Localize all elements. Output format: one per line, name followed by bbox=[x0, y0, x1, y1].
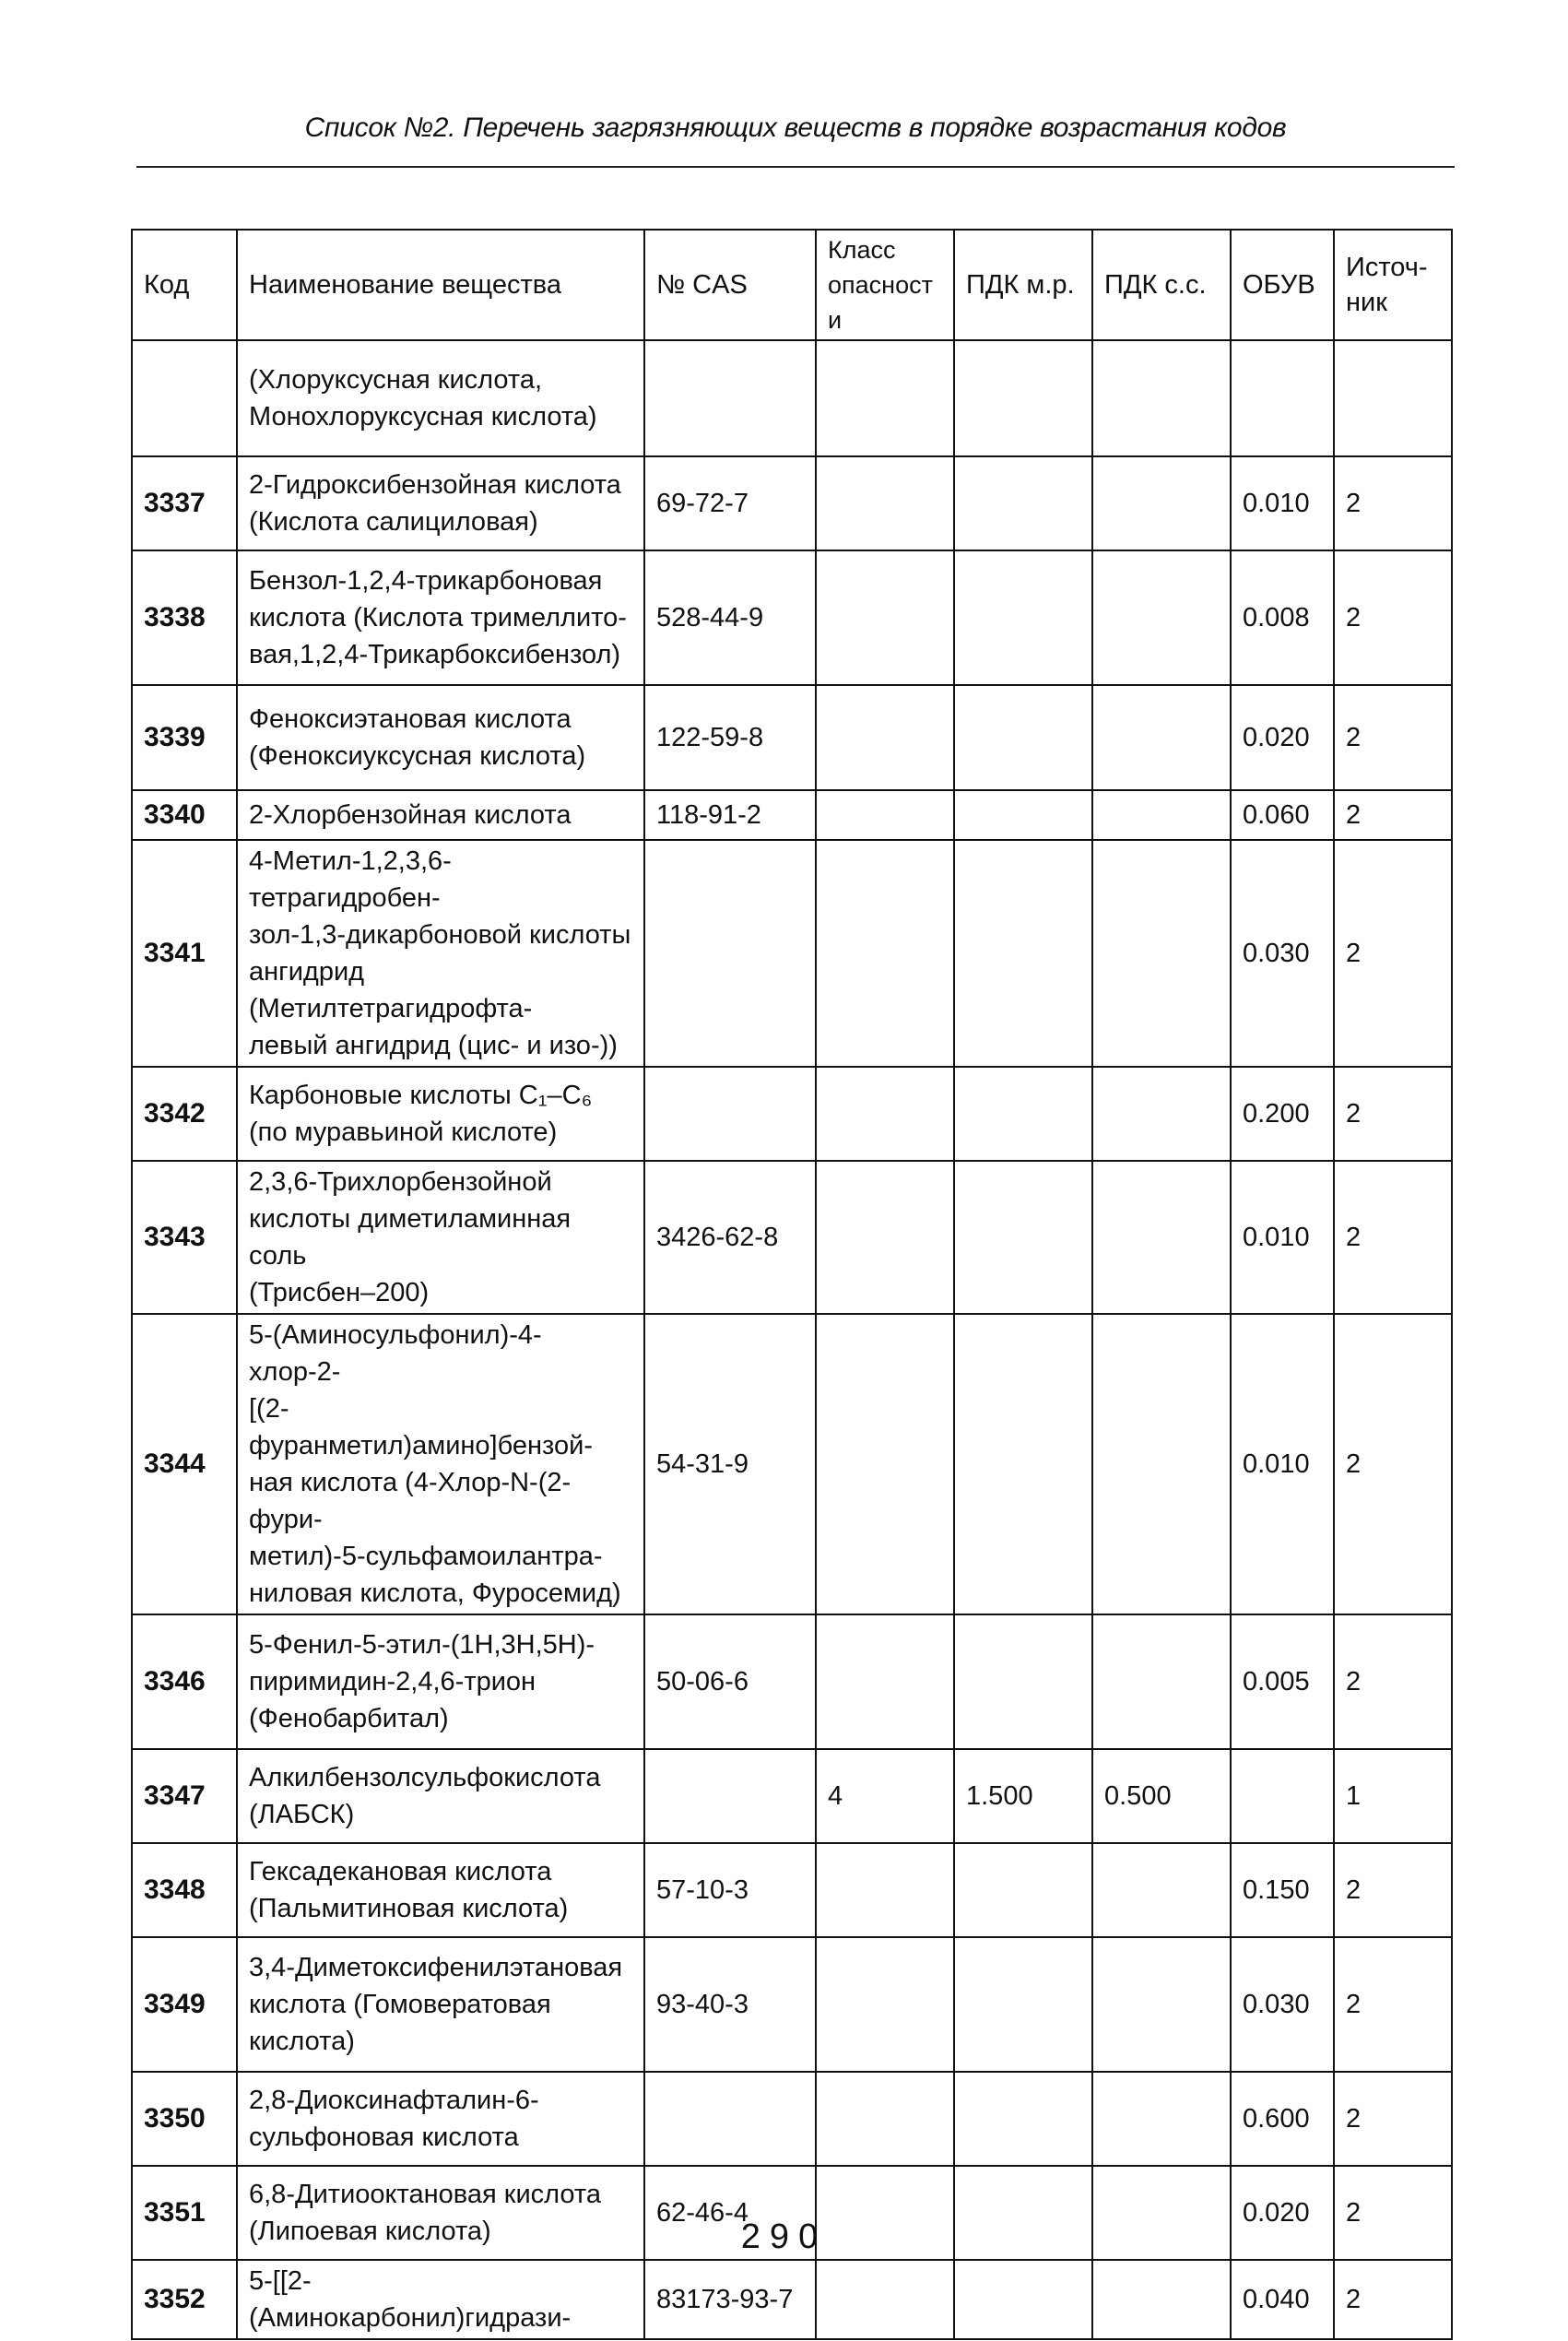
table-row bbox=[132, 685, 1452, 790]
cell-name bbox=[237, 1161, 644, 1314]
table-row bbox=[132, 1749, 1452, 1843]
col-name-header: Наименование вещества bbox=[237, 230, 644, 340]
cell-hazard bbox=[816, 1314, 954, 1614]
cell-cas: 50-06-6 bbox=[644, 1614, 816, 1749]
cell-hazard bbox=[816, 1161, 954, 1314]
cell-pdk-mr bbox=[954, 2072, 1092, 2166]
cell-pdk-ss bbox=[1092, 1067, 1231, 1161]
col-code-header: Код bbox=[132, 230, 237, 340]
cell-code: 3351 bbox=[132, 2166, 237, 2260]
cell-obuv bbox=[1231, 1749, 1334, 1843]
cell-code: 3348 bbox=[132, 1843, 237, 1937]
cell-obuv: 0.030 bbox=[1231, 840, 1334, 1067]
cell-obuv: 0.010 bbox=[1231, 1161, 1334, 1314]
cell-code: 3339 bbox=[132, 685, 237, 790]
cell-code: 3338 bbox=[132, 550, 237, 685]
cell-name-line: 5-(Аминосульфонил)-4-хлор-2- bbox=[249, 1320, 542, 1387]
cell-cas: 3426-62-8 bbox=[644, 1161, 816, 1314]
cell-code: 3341 bbox=[132, 840, 237, 1067]
cell-hazard bbox=[816, 1067, 954, 1161]
cell-obuv: 0.150 bbox=[1231, 1843, 1334, 1937]
table-row bbox=[132, 790, 1452, 840]
cell-pdk-mr bbox=[954, 685, 1092, 790]
cell-name-line: 2,8-Диоксинафталин-6- bbox=[249, 2086, 539, 2115]
cell-name-line: 6,8-Дитиооктановая кислота bbox=[249, 2180, 601, 2209]
cell-hazard bbox=[816, 1614, 954, 1749]
cell-pdk-mr: 1.500 bbox=[954, 1749, 1092, 1843]
cell-name bbox=[237, 1067, 644, 1161]
cell-pdk-mr bbox=[954, 790, 1092, 840]
cell-name bbox=[237, 1614, 644, 1749]
cell-obuv: 0.060 bbox=[1231, 790, 1334, 840]
cell-obuv: 0.008 bbox=[1231, 550, 1334, 685]
cell-code: 3342 bbox=[132, 1067, 237, 1161]
cell-source: 2 bbox=[1334, 1161, 1452, 1314]
cell-obuv: 0.030 bbox=[1231, 1937, 1334, 2072]
cell-code bbox=[132, 340, 237, 456]
cell-code: 3349 bbox=[132, 1937, 237, 2072]
cell-source: 2 bbox=[1334, 456, 1452, 550]
col-source-header-line2: ник bbox=[1346, 288, 1387, 317]
table-row bbox=[132, 1937, 1452, 2072]
table-row bbox=[132, 1067, 1452, 1161]
cell-name-line: кислота) bbox=[249, 2027, 355, 2056]
cell-name-line: Гексадекановая кислота bbox=[249, 1857, 552, 1886]
cell-name-line: зол-1,3-дикарбоновой кислоты bbox=[249, 920, 631, 950]
cell-source: 2 bbox=[1334, 790, 1452, 840]
cell-name-line: кислота (Кислота тримеллито- bbox=[249, 603, 627, 633]
table-row bbox=[132, 340, 1452, 456]
cell-hazard bbox=[816, 456, 954, 550]
cell-pdk-mr bbox=[954, 550, 1092, 685]
cell-obuv bbox=[1231, 340, 1334, 456]
cell-name-line: (по муравьиной кислоте) bbox=[249, 1117, 558, 1147]
cell-hazard: 4 bbox=[816, 1749, 954, 1843]
cell-obuv: 0.020 bbox=[1231, 685, 1334, 790]
cell-pdk-ss bbox=[1092, 456, 1231, 550]
cell-pdk-mr bbox=[954, 1614, 1092, 1749]
cell-name-line: (Пальмитиновая кислота) bbox=[249, 1894, 569, 1923]
table-body bbox=[132, 340, 1452, 2339]
cell-pdk-mr bbox=[954, 1937, 1092, 2072]
cell-cas: 118-91-2 bbox=[644, 790, 816, 840]
col-source-header-line1: Источ- bbox=[1346, 253, 1428, 282]
cell-cas: 93-40-3 bbox=[644, 1937, 816, 2072]
cell-pdk-ss bbox=[1092, 840, 1231, 1067]
cell-cas: 57-10-3 bbox=[644, 1843, 816, 1937]
col-hazard-header-line1: Класс bbox=[828, 236, 896, 264]
cell-source: 2 bbox=[1334, 550, 1452, 685]
cell-source bbox=[1334, 340, 1452, 456]
cell-name-line: Феноксиэтановая кислота bbox=[249, 704, 572, 734]
cell-code: 3346 bbox=[132, 1614, 237, 1749]
cell-obuv: 0.010 bbox=[1231, 456, 1334, 550]
cell-obuv: 0.010 bbox=[1231, 1314, 1334, 1614]
cell-name bbox=[237, 1843, 644, 1937]
cell-name bbox=[237, 2072, 644, 2166]
cell-name bbox=[237, 340, 644, 456]
cell-cas: 69-72-7 bbox=[644, 456, 816, 550]
cell-name-line: (Липоевая кислота) bbox=[249, 2217, 491, 2246]
cell-name bbox=[237, 1749, 644, 1843]
cell-pdk-ss bbox=[1092, 1937, 1231, 2072]
cell-name-line: Алкилбензолсульфокислота bbox=[249, 1763, 601, 1792]
cell-name-line: 2,3,6-Трихлорбензойной bbox=[249, 1167, 552, 1197]
cell-hazard bbox=[816, 2260, 954, 2339]
cell-source: 2 bbox=[1334, 1614, 1452, 1749]
cell-name bbox=[237, 840, 644, 1067]
cell-name-line: ангидрид (Метилтетрагидрофта- bbox=[249, 957, 533, 1023]
cell-name bbox=[237, 790, 644, 840]
cell-name-line: (ЛАБСК) bbox=[249, 1800, 355, 1829]
cell-source: 2 bbox=[1334, 1937, 1452, 2072]
table-row bbox=[132, 1314, 1452, 1614]
cell-source: 2 bbox=[1334, 2260, 1452, 2339]
cell-hazard bbox=[816, 1843, 954, 1937]
table-header-row bbox=[132, 230, 1452, 340]
cell-pdk-ss bbox=[1092, 340, 1231, 456]
cell-source: 2 bbox=[1334, 1067, 1452, 1161]
col-hazard-header-line2: опасности bbox=[828, 271, 933, 334]
header-rule bbox=[136, 166, 1455, 168]
table-row bbox=[132, 1614, 1452, 1749]
cell-name-line: 4-Метил-1,2,3,6-тетрагидробен- bbox=[249, 846, 452, 913]
cell-pdk-mr bbox=[954, 1314, 1092, 1614]
cell-source: 1 bbox=[1334, 1749, 1452, 1843]
cell-name-line: пиримидин-2,4,6-трион bbox=[249, 1667, 536, 1697]
substances-table bbox=[131, 229, 1453, 2340]
cell-name-line: Монохлоруксусная кислота) bbox=[249, 402, 597, 432]
cell-name-line: (Трисбен–200) bbox=[249, 1278, 430, 1307]
cell-code: 3347 bbox=[132, 1749, 237, 1843]
cell-name-line: (Фенобарбитал) bbox=[249, 1704, 449, 1733]
cell-cas: 54-31-9 bbox=[644, 1314, 816, 1614]
cell-obuv: 0.005 bbox=[1231, 1614, 1334, 1749]
cell-name bbox=[237, 550, 644, 685]
cell-pdk-mr bbox=[954, 340, 1092, 456]
cell-code: 3337 bbox=[132, 456, 237, 550]
cell-source: 2 bbox=[1334, 2072, 1452, 2166]
cell-hazard bbox=[816, 685, 954, 790]
cell-obuv: 0.200 bbox=[1231, 1067, 1334, 1161]
cell-source: 2 bbox=[1334, 840, 1452, 1067]
cell-pdk-mr bbox=[954, 2260, 1092, 2339]
cell-cas bbox=[644, 340, 816, 456]
cell-source: 2 bbox=[1334, 1843, 1452, 1937]
cell-cas: 528-44-9 bbox=[644, 550, 816, 685]
cell-code: 3352 bbox=[132, 2260, 237, 2339]
cell-cas: 83173-93-7 bbox=[644, 2260, 816, 2339]
cell-source: 2 bbox=[1334, 685, 1452, 790]
cell-name-line: 5-[[2-(Аминокарбонил)гидрази- bbox=[249, 2266, 572, 2333]
cell-name-line: ниловая кислота, Фуросемид) bbox=[249, 1578, 621, 1608]
cell-pdk-ss bbox=[1092, 2260, 1231, 2339]
cell-obuv: 0.040 bbox=[1231, 2260, 1334, 2339]
cell-code: 3340 bbox=[132, 790, 237, 840]
cell-hazard bbox=[816, 340, 954, 456]
table-row bbox=[132, 550, 1452, 685]
cell-name-line: 5-Фенил-5-этил-(1H,3H,5H)- bbox=[249, 1630, 595, 1660]
table-row bbox=[132, 840, 1452, 1067]
cell-pdk-ss: 0.500 bbox=[1092, 1749, 1231, 1843]
col-obuv-header: ОБУВ bbox=[1231, 230, 1334, 340]
cell-name-line: (Хлоруксусная кислота, bbox=[249, 365, 543, 395]
cell-hazard bbox=[816, 2072, 954, 2166]
cell-name-line: ная кислота (4-Хлор-N-(2-фури- bbox=[249, 1468, 572, 1534]
cell-name-line: Бензол-1,2,4-трикарбоновая bbox=[249, 566, 603, 596]
cell-pdk-ss bbox=[1092, 790, 1231, 840]
cell-name bbox=[237, 1937, 644, 2072]
cell-name-line: [(2-фуранметил)амино]бензой- bbox=[249, 1394, 593, 1460]
cell-name-line: 2-Хлорбензойная кислота bbox=[249, 800, 572, 830]
cell-name bbox=[237, 1314, 644, 1614]
page-number: 290 bbox=[740, 2217, 828, 2256]
col-pdk-mr-header: ПДК м.р. bbox=[954, 230, 1092, 340]
table-row bbox=[132, 2072, 1452, 2166]
cell-cas bbox=[644, 1067, 816, 1161]
col-pdk-ss-header: ПДК с.с. bbox=[1092, 230, 1231, 340]
cell-hazard bbox=[816, 790, 954, 840]
cell-name bbox=[237, 456, 644, 550]
cell-pdk-ss bbox=[1092, 2072, 1231, 2166]
col-cas-header: № CAS bbox=[644, 230, 816, 340]
cell-hazard bbox=[816, 550, 954, 685]
col-hazard-header bbox=[816, 230, 954, 340]
cell-cas: 122-59-8 bbox=[644, 685, 816, 790]
cell-name-line: (Феноксиуксусная кислота) bbox=[249, 741, 586, 771]
cell-pdk-ss bbox=[1092, 1843, 1231, 1937]
cell-cas bbox=[644, 2072, 816, 2166]
cell-pdk-ss bbox=[1092, 550, 1231, 685]
cell-name-line: кислоты диметиламинная соль bbox=[249, 1204, 572, 1271]
cell-pdk-mr bbox=[954, 456, 1092, 550]
table-row bbox=[132, 2260, 1452, 2339]
cell-hazard bbox=[816, 1937, 954, 2072]
table-row bbox=[132, 1843, 1452, 1937]
cell-name-line: (Кислота салициловая) bbox=[249, 507, 538, 537]
cell-cas bbox=[644, 840, 816, 1067]
cell-name-line: сульфоновая кислота bbox=[249, 2122, 519, 2152]
cell-name-line: левый ангидрид (цис- и изо-)) bbox=[249, 1031, 618, 1060]
cell-name-line: Карбоновые кислоты C₁–C₆ bbox=[249, 1081, 593, 1110]
table-row bbox=[132, 456, 1452, 550]
cell-pdk-mr bbox=[954, 840, 1092, 1067]
cell-obuv: 0.600 bbox=[1231, 2072, 1334, 2166]
cell-pdk-mr bbox=[954, 1067, 1092, 1161]
cell-name-line: метил)-5-сульфамоилантра- bbox=[249, 1542, 603, 1571]
cell-obuv: 0.020 bbox=[1231, 2166, 1334, 2260]
running-header: Список №2. Перечень загрязняющих веществ в порядке возрастания кодов bbox=[304, 112, 1287, 143]
cell-source: 2 bbox=[1334, 2166, 1452, 2260]
cell-code: 3350 bbox=[132, 2072, 237, 2166]
col-source-header bbox=[1334, 230, 1452, 340]
cell-code: 3343 bbox=[132, 1161, 237, 1314]
cell-code: 3344 bbox=[132, 1314, 237, 1614]
cell-pdk-ss bbox=[1092, 1614, 1231, 1749]
cell-pdk-mr bbox=[954, 1843, 1092, 1937]
cell-pdk-ss bbox=[1092, 1161, 1231, 1314]
cell-cas bbox=[644, 1749, 816, 1843]
cell-name-line: 3,4-Диметоксифенилэтановая bbox=[249, 1953, 623, 1982]
cell-source: 2 bbox=[1334, 1314, 1452, 1614]
cell-pdk-ss bbox=[1092, 1314, 1231, 1614]
table-row bbox=[132, 1161, 1452, 1314]
cell-name bbox=[237, 2260, 644, 2339]
cell-pdk-ss bbox=[1092, 685, 1231, 790]
cell-name-line: кислота (Гомовератовая bbox=[249, 1990, 551, 2019]
cell-pdk-mr bbox=[954, 1161, 1092, 1314]
cell-name-line: вая,1,2,4-Трикарбоксибензол) bbox=[249, 640, 621, 669]
cell-hazard bbox=[816, 840, 954, 1067]
cell-name bbox=[237, 685, 644, 790]
cell-cas: 62-46-4 bbox=[644, 2166, 816, 2260]
cell-name-line: 2-Гидроксибензойная кислота bbox=[249, 470, 621, 500]
